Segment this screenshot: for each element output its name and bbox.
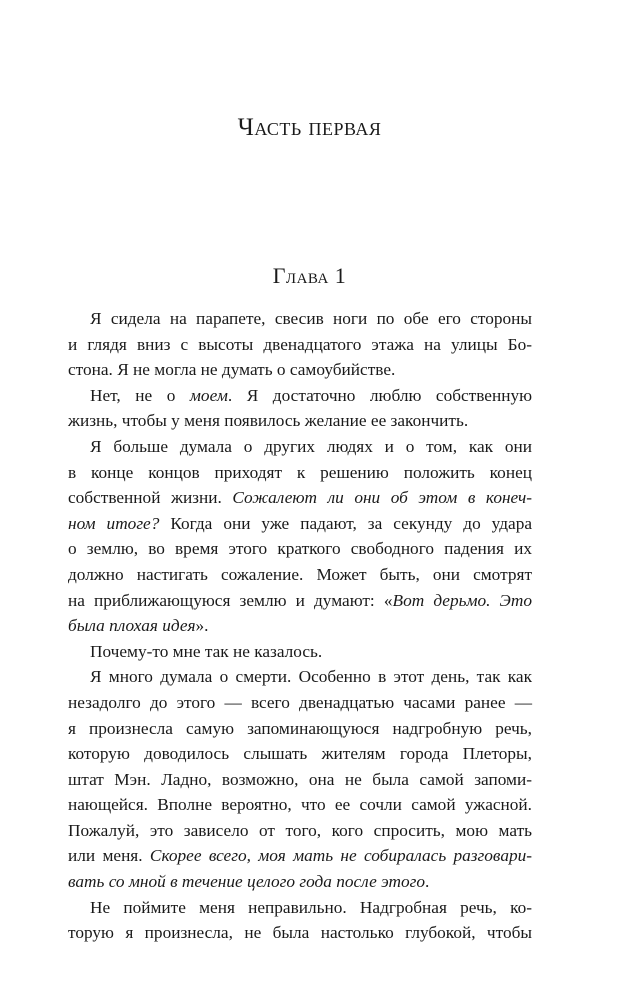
text-segment: штат Мэн. Ладно, возможно, она не была самой запоми- xyxy=(68,769,532,789)
italic-text: была плохая идея xyxy=(68,616,196,636)
text-segment: . xyxy=(425,872,430,892)
text-line xyxy=(68,588,532,614)
chapter-title: Глава 1 xyxy=(272,263,347,288)
italic-text: моем xyxy=(189,385,228,405)
italic-text: Скорее всего, моя мать не собиралась разговари- xyxy=(149,846,532,866)
text-line xyxy=(68,332,532,358)
text-segment: которую доводилось слышать жителям города Плеторы, xyxy=(68,744,532,764)
text-line xyxy=(68,767,532,793)
text-line xyxy=(68,306,532,332)
text-segment: и глядя вниз с высоты двенадцатого этажа на улицы Бо- xyxy=(68,334,532,354)
part-title: Часть первая xyxy=(237,114,382,141)
italic-text: Сожалеют ли они об этом в конеч- xyxy=(232,488,532,508)
text-segment: Я много думала о смерти. Особенно в этот день, так как xyxy=(90,667,532,687)
text-line xyxy=(68,690,532,716)
text-line xyxy=(68,716,532,742)
text-segment: о землю, во время этого краткого свободного падения их xyxy=(68,539,532,559)
text-line xyxy=(68,434,532,460)
text-segment: должно настигать сожаление. Может быть, они смотрят xyxy=(68,564,532,584)
text-segment: стона. Я не могла не думать о самоубийстве. xyxy=(68,360,396,380)
text-line xyxy=(68,511,532,537)
text-segment: Я сидела на парапете, свесив ноги по обе его стороны xyxy=(90,309,532,328)
text-line xyxy=(68,639,532,665)
text-segment: Я больше думала о других людях и о том, как они xyxy=(90,436,532,456)
text-line xyxy=(68,869,532,895)
text-line xyxy=(68,562,532,588)
text-segment: Почему-то мне так не казалось. xyxy=(90,641,323,661)
text-segment: нающейся. Вполне вероятно, что ее сочли самой ужасной. xyxy=(68,795,532,815)
text-line xyxy=(68,741,532,767)
text-segment: Когда они уже падают, за секунду до удара xyxy=(159,513,533,533)
text-line xyxy=(68,485,532,511)
text-segment: Не поймите меня неправильно. Надгробная речь, ко- xyxy=(90,897,532,917)
text-line xyxy=(68,920,532,946)
text-segment: жизнь, чтобы у меня появилось желание ее закончить. xyxy=(68,411,469,431)
text-line xyxy=(68,460,532,486)
text-line xyxy=(68,357,532,383)
text-segment: Пожалуй, это зависело от того, кого спросить, мою мать xyxy=(68,820,532,840)
text-segment: собственной жизни. xyxy=(68,488,233,508)
text-segment: в конце концов приходят к решению положить конец xyxy=(68,462,532,482)
text-line xyxy=(68,792,532,818)
text-segment: или меня. xyxy=(68,846,150,866)
text-line xyxy=(68,536,532,562)
text-line xyxy=(68,843,532,869)
text-line xyxy=(68,613,532,639)
text-line xyxy=(68,383,532,409)
chapter-body-text xyxy=(68,306,532,946)
text-segment: Нет, не о xyxy=(90,385,190,405)
text-segment: на приближающуюся землю и думают: « xyxy=(68,590,393,610)
text-line xyxy=(68,408,532,434)
italic-text: Вот дерьмо. Это xyxy=(392,590,532,610)
italic-text: ном итоге? xyxy=(68,513,160,533)
text-segment: незадолго до этого — всего двенадцатью часами ранее — xyxy=(68,692,532,712)
text-line xyxy=(68,895,532,921)
text-line xyxy=(68,818,532,844)
text-segment: . Я достаточно люблю собственную xyxy=(227,385,533,405)
text-segment: я произнесла самую запоминающуюся надгробную речь, xyxy=(68,718,532,738)
text-line xyxy=(68,664,532,690)
italic-text: вать со мной в течение целого года после этого xyxy=(68,872,426,892)
text-segment: торую я произнесла, не была настолько глубокой, чтобы xyxy=(68,923,532,943)
text-segment: ». xyxy=(195,616,209,636)
